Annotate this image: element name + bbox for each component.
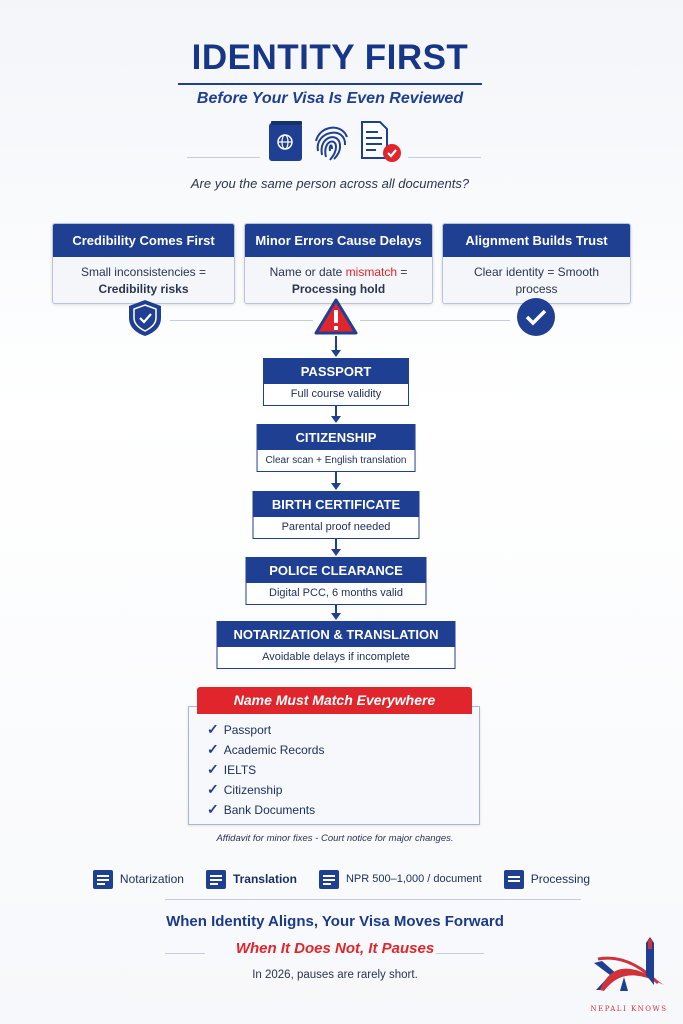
card-title: Alignment Builds Trust xyxy=(443,224,630,257)
legend-notarization: Notarization xyxy=(93,869,184,889)
step-detail: Parental proof needed xyxy=(281,521,391,533)
footer-tagline: When Identity Aligns, Your Visa Moves Forward xyxy=(166,913,504,930)
card-text: Name or date xyxy=(269,265,346,279)
card-text: Small inconsistencies = xyxy=(80,265,207,279)
arrow-down-icon xyxy=(331,613,341,620)
arrow-down-icon xyxy=(331,483,341,490)
logo-text: NEPALI KNOWS xyxy=(590,1005,668,1013)
step-title: POLICE CLEARANCE xyxy=(247,558,426,583)
legend-cost: NPR 500–1,000 / document xyxy=(319,869,482,889)
card-text: = xyxy=(397,265,408,279)
nepali-knows-logo xyxy=(590,935,668,1005)
step-birth-certificate xyxy=(253,491,420,539)
card-text-bold: Credibility risks xyxy=(98,282,189,296)
connector-line xyxy=(360,320,510,321)
step-detail: Avoidable delays if incomplete xyxy=(262,651,410,663)
arrow-down-icon xyxy=(331,416,341,423)
title-underline xyxy=(178,83,482,85)
card-minor-errors xyxy=(244,223,433,304)
step-title: PASSPORT xyxy=(264,359,408,384)
document-icon xyxy=(93,870,113,889)
step-police-clearance xyxy=(246,557,427,605)
step-notarization-translation xyxy=(217,621,456,669)
document-check-icon xyxy=(360,120,405,165)
legend xyxy=(0,869,683,889)
step-passport xyxy=(263,358,409,406)
check-icon: ✓ xyxy=(207,801,219,817)
message-icon xyxy=(504,870,524,889)
list-item: ✓ Bank Documents xyxy=(207,801,316,817)
step-title: NOTARIZATION & TRANSLATION xyxy=(218,622,455,647)
step-citizenship xyxy=(257,424,416,472)
divider xyxy=(165,899,581,900)
step-detail: Full course validity xyxy=(290,388,382,400)
list-item: ✓ Academic Records xyxy=(207,741,325,757)
check-icon: ✓ xyxy=(207,741,219,757)
card-text: process xyxy=(515,282,558,296)
legend-translation: Translation xyxy=(206,869,297,889)
card-title: Minor Errors Cause Delays xyxy=(245,224,432,257)
list-item: ✓ IELTS xyxy=(207,761,257,777)
arrow-down-icon xyxy=(331,549,341,556)
question-text: Are you the same person across all documents? xyxy=(190,176,470,191)
name-match-title: Name Must Match Everywhere xyxy=(197,687,472,714)
step-detail: Digital PCC, 6 months valid xyxy=(269,587,403,599)
name-match-note: Affidavit for minor fixes - Court notice for major changes. xyxy=(216,833,454,844)
shield-check-icon xyxy=(126,298,164,338)
flow-connector xyxy=(335,336,337,350)
divider xyxy=(408,157,481,158)
card-text-bold: Processing hold xyxy=(291,282,386,296)
page-title: IDENTITY FIRST xyxy=(191,38,469,77)
passport-icon xyxy=(268,120,304,162)
card-text: Clear identity = Smooth xyxy=(473,265,600,279)
check-icon: ✓ xyxy=(207,781,219,797)
document-icon xyxy=(319,870,339,889)
card-credibility xyxy=(52,223,235,304)
document-icon xyxy=(206,870,226,889)
list-item: ✓ Citizenship xyxy=(207,781,283,797)
footer-note: In 2026, pauses are rarely short. xyxy=(252,969,418,981)
legend-processing: Processing xyxy=(504,869,590,889)
step-title: BIRTH CERTIFICATE xyxy=(254,492,419,517)
connector-line xyxy=(170,320,313,321)
list-item: ✓ Passport xyxy=(207,721,272,737)
step-title: CITIZENSHIP xyxy=(258,425,415,450)
check-icon: ✓ xyxy=(207,721,219,737)
arrow-down-icon xyxy=(331,350,341,357)
footer-warning: When It Does Not, It Pauses xyxy=(235,940,435,957)
check-circle-icon xyxy=(516,297,556,337)
step-detail: Clear scan + English translation xyxy=(265,455,407,466)
mismatch-highlight: mismatch xyxy=(345,265,398,279)
warning-icon xyxy=(314,298,358,336)
check-icon: ✓ xyxy=(207,761,219,777)
fingerprint-icon xyxy=(312,121,350,163)
card-alignment xyxy=(442,223,631,304)
divider xyxy=(187,157,260,158)
card-title: Credibility Comes First xyxy=(53,224,234,257)
subtitle: Before Your Visa Is Even Reviewed xyxy=(196,90,464,107)
